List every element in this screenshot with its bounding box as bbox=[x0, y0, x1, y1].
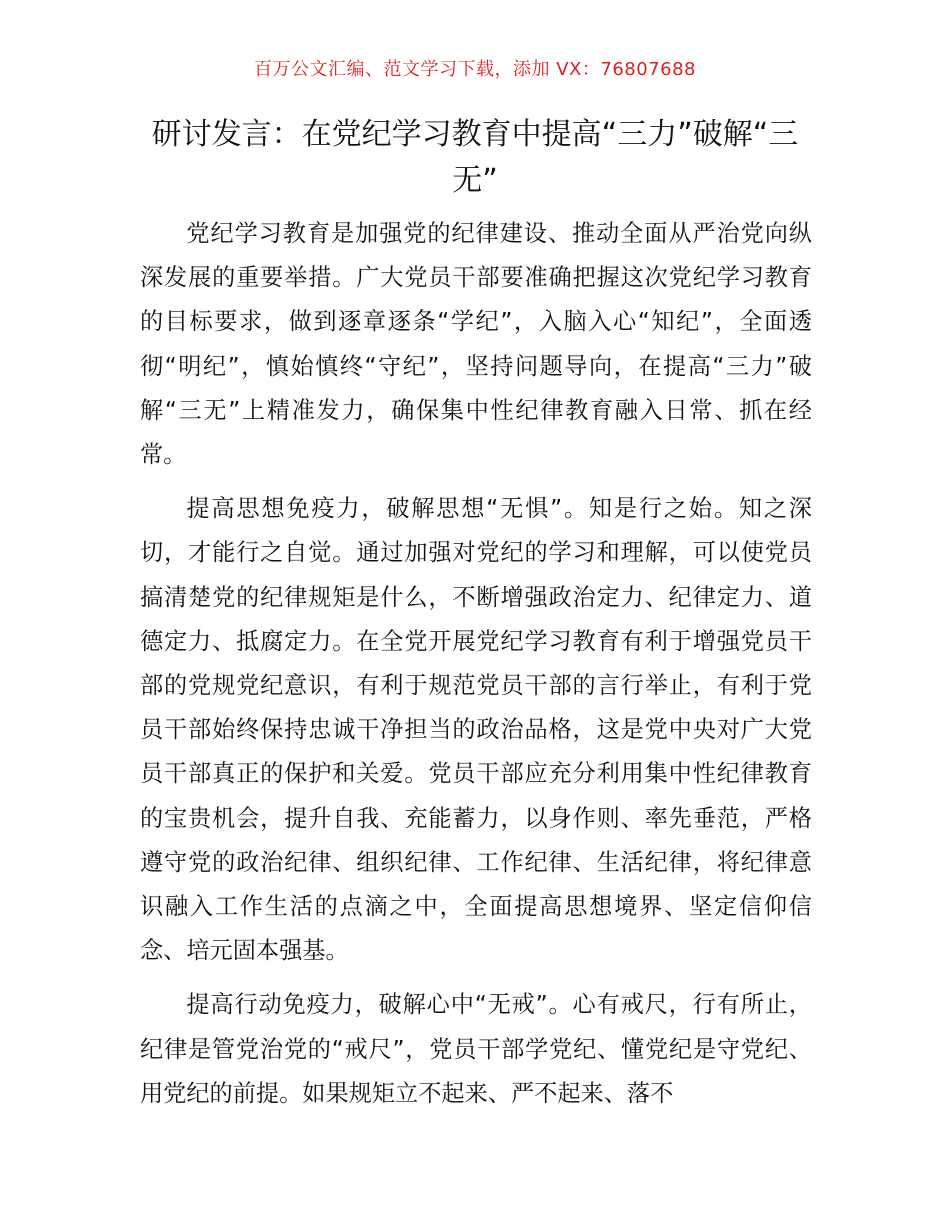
document-body bbox=[140, 212, 812, 1126]
paragraph-intro: 党纪学习教育是加强党的纪律建设、推动全面从严治党向纵深发展的重要举措。广大党员干部要准确把握这次党纪学习教育的目标要求，做到逐章逐条“学纪”，入脑入心“知纪”，全面透彻“明纪”，慎始慎终“守纪”，坚持问题导向，在提高“三力”破解“三无”上精准发力，确保集中性纪律教育融入日常、抓在经常。 bbox=[140, 220, 812, 469]
paragraph-thought-immunity: 提高思想免疫力，破解思想“无惧”。知是行之始。知之深切，才能行之自觉。通过加强对党纪的学习和理解，可以使党员搞清楚党的纪律规矩是什么，不断增强政治定力、纪律定力、道德定力、抵腐定力。在全党开展党纪学习教育有利于增强党员干部的党规党纪意识，有利于规范党员干部的言行举止，有利于党员干部始终保持忠诚干净担当的政治品格，这是党中央对广大党员干部真正的保护和关爱。党员干部应充分利用集中性纪律教育的宝贵机会，提升自我、充能蓄力，以身作则、率先垂范，严格遵守党的政治纪律、组织纪律、工作纪律、生活纪律，将纪律意识融入工作生活的点滴之中，全面提高思想境界、坚定信仰信念、培元固本强基。 bbox=[140, 495, 812, 965]
document-title: 研讨发言：在党纪学习教育中提高“三力”破解“三无” bbox=[151, 117, 799, 198]
paragraph-action-immunity: 提高行动免疫力，破解心中“无戒”。心有戒尺，行有所止，纪律是管党治党的“戒尺”，党员干部学党纪、懂党纪是守党纪、用党纪的前提。如果规矩立不起来、严不起来、落不 bbox=[140, 991, 812, 1107]
header-watermark-note: 百万公文汇编、范文学习下载，添加 VX：76807688 bbox=[254, 59, 696, 80]
